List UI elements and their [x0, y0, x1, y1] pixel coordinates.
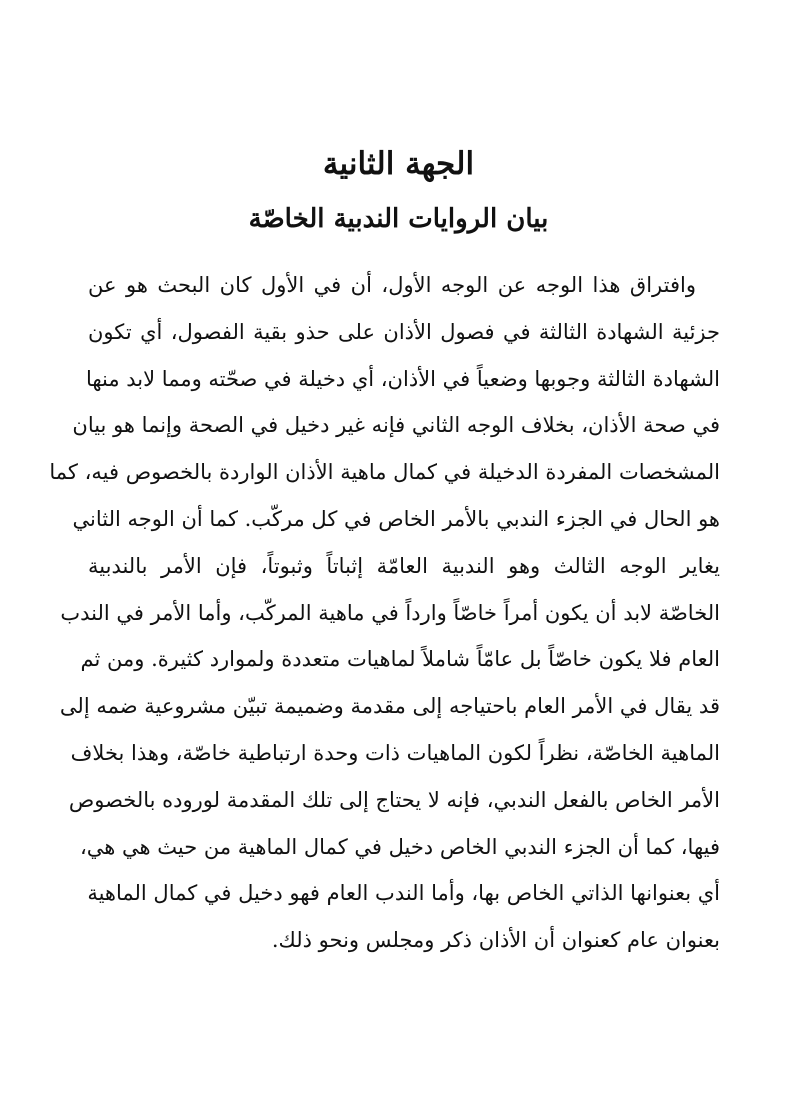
- paragraph-line: الأمر الخاص بالفعل الندبي، فإنه لا يحتاج إلى تلك المقدمة لوروده بالخصوص: [68, 787, 720, 812]
- paragraph-line: هو الحال في الجزء الندبي بالأمر الخاص في كل مركّب. كما أن الوجه الثاني: [72, 506, 720, 531]
- paragraph-line: بعنوان عام كعنوان أن الأذان ذكر ومجلس ونحو ذلك.: [271, 928, 720, 953]
- paragraph-line: المشخصات المفردة الدخيلة في كمال ماهية الأذان الواردة بالخصوص فيه، كما: [49, 460, 720, 485]
- body-paragraph: [49, 262, 720, 964]
- paragraph-line: وافتراق هذا الوجه عن الوجه الأول، أن في الأول كان البحث هو عن: [88, 273, 696, 297]
- paragraph-line: قد يقال في الأمر العام باحتياجه إلى مقدمة وضميمة تبيّن مشروعية ضمه إلى: [59, 694, 720, 719]
- paragraph-line: جزئية الشهادة الثالثة في فصول الأذان على حذو بقية الفصول، أي تكون: [88, 319, 720, 344]
- paragraph-line: العام فلا يكون خاصّاً بل عامّاً شاملاً لماهيات متعددة ولموارد كثيرة. ومن ثم: [80, 647, 720, 672]
- paragraph-line: فيها، كما أن الجزء الندبي الخاص دخيل في كمال الماهية من حيث هي هي،: [79, 834, 720, 859]
- paragraph-line: يغاير الوجه الثالث وهو الندبية العامّة إثباتاً وثبوتاً، فإن الأمر بالندبية: [88, 553, 720, 578]
- paragraph-line: الماهية الخاصّة، نظراً لكون الماهيات ذات وحدة ارتباطية خاصّة، وهذا بخلاف: [70, 740, 720, 765]
- section-subtitle: بيان الروايات الندبية الخاصّة: [248, 204, 549, 234]
- section-title: الجهة الثانية: [322, 146, 475, 182]
- paragraph-line: الخاصّة لابد أن يكون أمراً خاصّاً وارداً في ماهية المركّب، وأما الأمر في الندب: [60, 600, 720, 625]
- paragraph-line: أي بعنوانها الذاتي الخاص بها، وأما الندب العام فهو دخيل في كمال الماهية: [87, 881, 720, 906]
- paragraph-line: الشهادة الثالثة وجوبها وضعياً في الأذان، أي دخيلة في صحّته ومما لابد منها: [85, 366, 720, 391]
- paragraph-line: في صحة الأذان، بخلاف الوجه الثاني فإنه غير دخيل في الصحة وإنما هو بيان: [72, 413, 720, 438]
